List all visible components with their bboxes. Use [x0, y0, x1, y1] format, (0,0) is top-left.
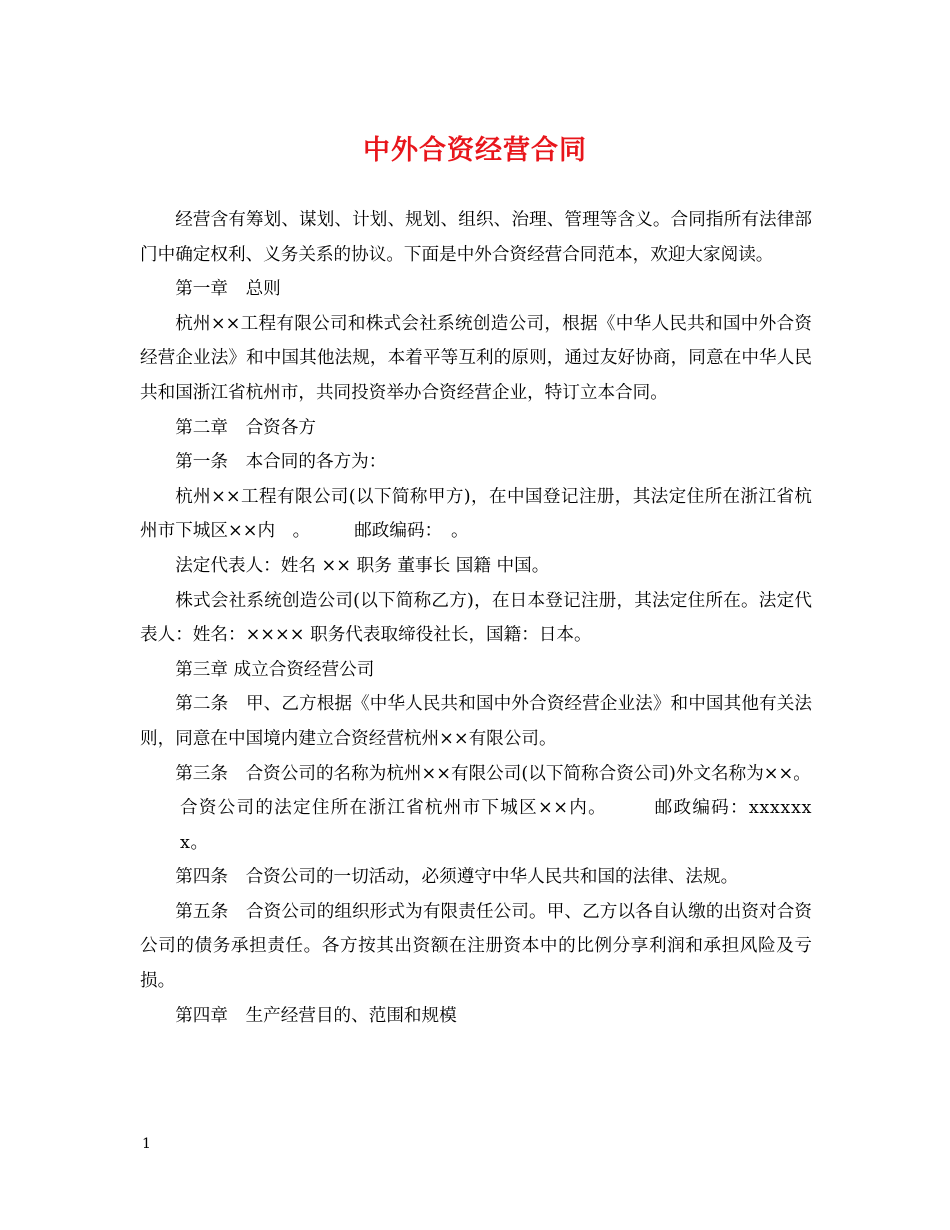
document-body	[140, 203, 812, 1033]
article-paragraph: 第五条 合资公司的组织形式为有限责任公司。甲、乙方以各自认缴的出资对合资公司的债务承担责任。各方按其出资额在注册资本中的比例分享利润和承担风险及亏损。	[140, 901, 812, 992]
intro-paragraph: 经营含有筹划、谋划、计划、规划、组织、治理、管理等含义。合同指所有法律部门中确定权利、义务关系的协议。下面是中外合资经营合同范本，欢迎大家阅读。	[140, 210, 812, 265]
body-paragraph: 株式会社系统创造公司(以下简称乙方)，在日本登记注册，其法定住所在。法定代表人：姓名：×××× 职务代表取缔役社长，国籍：日本。	[140, 590, 812, 646]
article-paragraph: 第三条 合资公司的名称为杭州××有限公司(以下简称合资公司)外文名称为××。	[175, 763, 811, 784]
body-paragraph: 杭州××工程有限公司(以下简称甲方)，在中国登记注册，其法定住所在浙江省杭州市下城区××内 。 邮政编码： 。	[140, 486, 812, 542]
article-paragraph: 第四条 合资公司的一切活动，必须遵守中华人民共和国的法律、法规。	[175, 867, 739, 888]
chapter-heading: 第三章 成立合资经营公司	[175, 659, 375, 680]
article-paragraph: 第一条 本合同的各方为：	[175, 452, 387, 473]
body-paragraph: 法定代表人：姓名 ×× 职务 董事长 国籍 中国。	[175, 555, 550, 576]
page-number: 1	[142, 1136, 151, 1152]
chapter-heading: 第一章 总则	[175, 279, 281, 300]
document-title: 中外合资经营合同	[363, 135, 587, 166]
chapter-heading: 第二章 合资各方	[175, 417, 316, 438]
body-paragraph: 杭州××工程有限公司和株式会社系统创造公司，根据《中华人民共和国中外合资经营企业法》和中国其他法规，本着平等互利的原则，通过友好协商，同意在中华人民共和国浙江省杭州市，共同投资举办合资经营企业，特订立本合同。	[140, 313, 812, 403]
body-paragraph: 合资公司的法定住所在浙江省杭州市下城区××内。 邮政编码：xxxxxxx。	[180, 798, 812, 853]
article-paragraph: 第二条 甲、乙方根据《中华人民共和国中外合资经营企业法》和中国其他有关法则，同意在中国境内建立合资经营杭州××有限公司。	[140, 694, 812, 749]
chapter-heading: 第四章 生产经营目的、范围和规模	[175, 1005, 457, 1026]
